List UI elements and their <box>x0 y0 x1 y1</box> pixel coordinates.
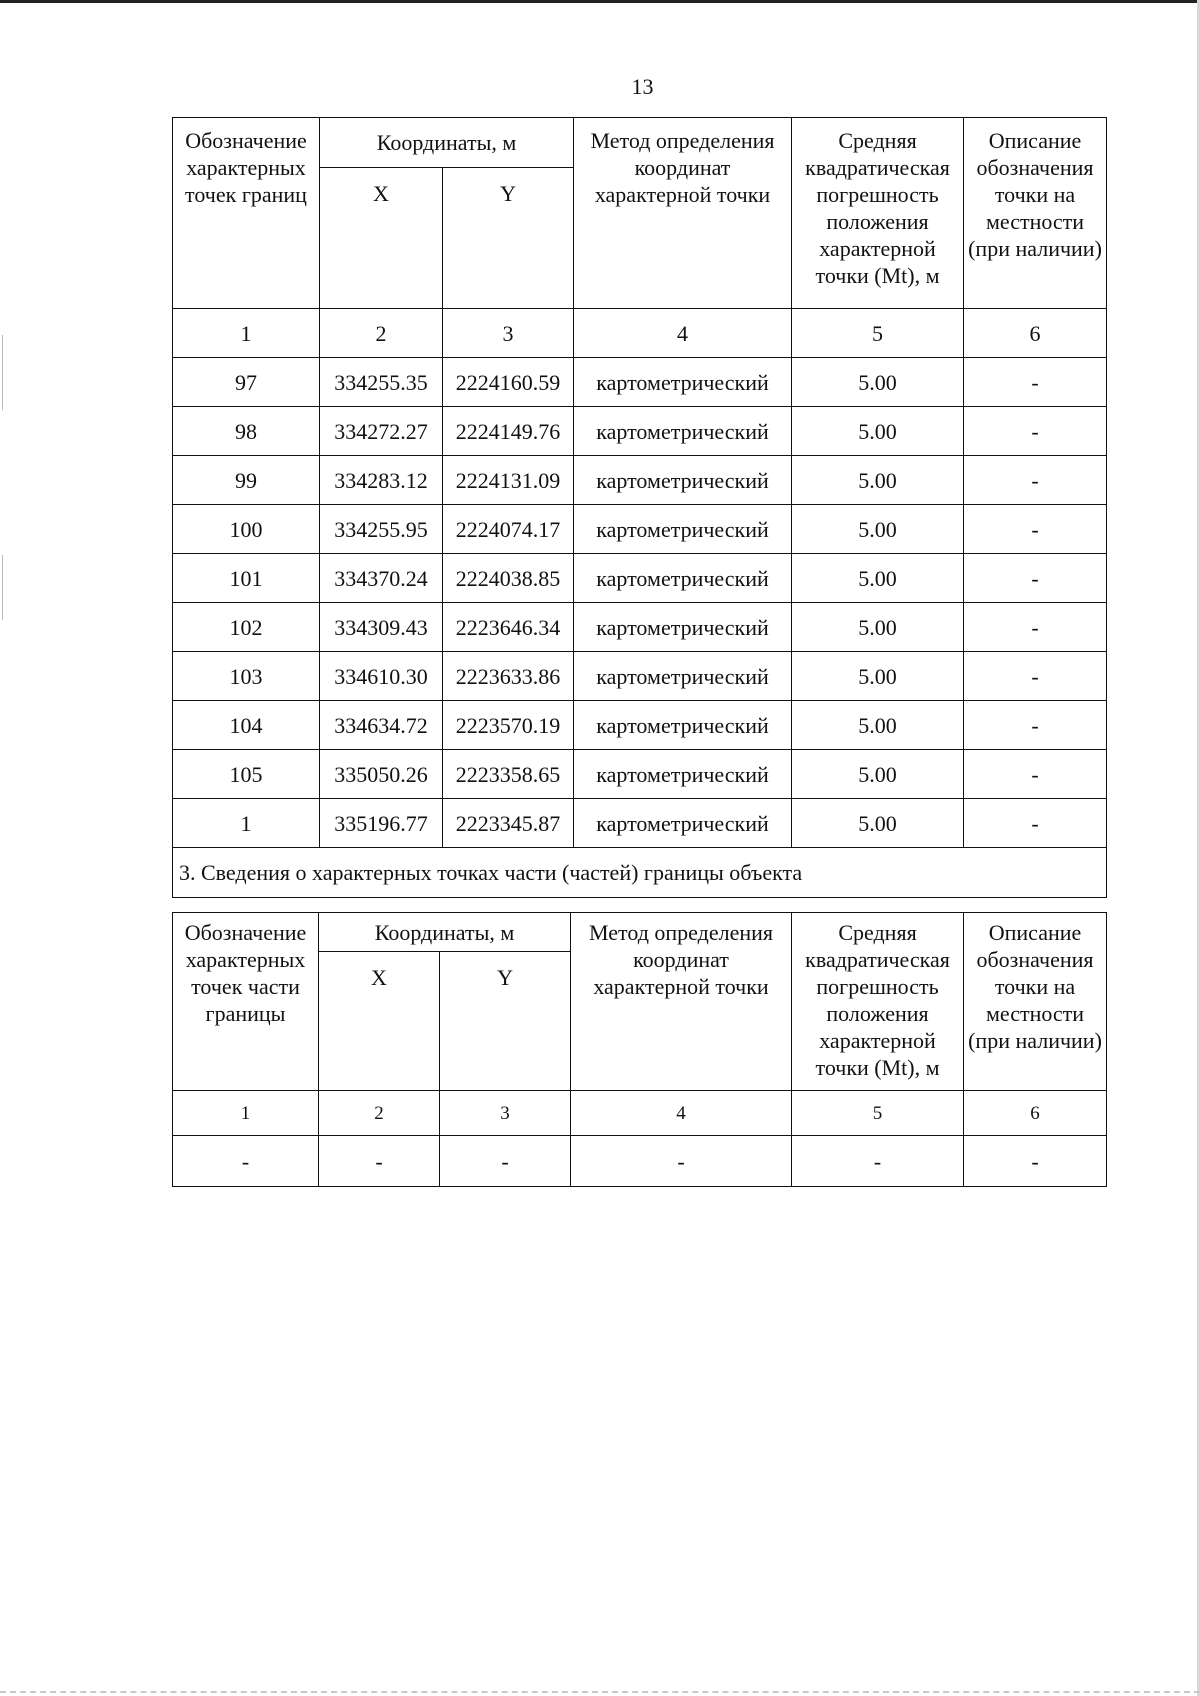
error-value: 5.00 <box>792 358 964 407</box>
column-number: 2 <box>319 1091 440 1136</box>
method: картометрический <box>574 799 792 848</box>
header-description: Описание обозначения точки на местности (при наличии) <box>964 913 1107 1091</box>
column-number-row <box>173 1091 1107 1136</box>
method: картометрический <box>574 554 792 603</box>
header-x: X <box>319 952 440 1091</box>
column-number: 1 <box>173 1091 319 1136</box>
description: - <box>964 750 1107 799</box>
description: - <box>964 701 1107 750</box>
coord-y: 2223345.87 <box>443 799 574 848</box>
error-value: 5.00 <box>792 554 964 603</box>
method: картометрический <box>574 603 792 652</box>
column-number: 6 <box>964 309 1107 358</box>
coord-x: 334255.35 <box>320 358 443 407</box>
header-x: X <box>320 168 443 309</box>
point-id: 102 <box>173 603 320 652</box>
table-row <box>173 652 1107 701</box>
coord-y: - <box>440 1136 571 1187</box>
column-number: 3 <box>443 309 574 358</box>
header-method: Метод определения координат характерной точки <box>571 913 792 1091</box>
coord-y: 2223358.65 <box>443 750 574 799</box>
table-row <box>173 701 1107 750</box>
header-description: Описание обозначения точки на местности (при наличии) <box>964 118 1107 309</box>
method: - <box>571 1136 792 1187</box>
scan-mark <box>2 555 3 620</box>
column-number: 4 <box>574 309 792 358</box>
column-number: 4 <box>571 1091 792 1136</box>
coord-y: 2223633.86 <box>443 652 574 701</box>
coord-y: 2224160.59 <box>443 358 574 407</box>
header-method: Метод определения координат характерной точки <box>574 118 792 309</box>
coord-x: 335050.26 <box>320 750 443 799</box>
method: картометрический <box>574 750 792 799</box>
column-number: 2 <box>320 309 443 358</box>
description: - <box>964 407 1107 456</box>
error-value: 5.00 <box>792 750 964 799</box>
column-number-row <box>173 309 1107 358</box>
table-row <box>173 603 1107 652</box>
point-id: 104 <box>173 701 320 750</box>
page-number: 13 <box>631 74 654 99</box>
description: - <box>964 456 1107 505</box>
error-value: - <box>792 1136 964 1187</box>
header-y: Y <box>443 168 574 309</box>
table-row <box>173 1136 1107 1187</box>
header-designation: Обозначение характерных точек границ <box>173 118 320 309</box>
error-value: 5.00 <box>792 603 964 652</box>
header-y: Y <box>440 952 571 1091</box>
coord-x: 334370.24 <box>320 554 443 603</box>
description: - <box>964 505 1107 554</box>
coord-y: 2224038.85 <box>443 554 574 603</box>
coord-y: 2224149.76 <box>443 407 574 456</box>
header-designation: Обозначение характерных точек части границы <box>173 913 319 1091</box>
scan-edge-top <box>0 0 1200 3</box>
description: - <box>964 652 1107 701</box>
section-title-row <box>173 848 1107 898</box>
table-row <box>173 456 1107 505</box>
method: картометрический <box>574 456 792 505</box>
column-number: 6 <box>964 1091 1107 1136</box>
table-row <box>173 358 1107 407</box>
point-id: 1 <box>173 799 320 848</box>
section-3-title: 3. Сведения о характерных точках части (частей) границы объекта <box>173 848 1107 898</box>
part-boundary-points-table <box>172 912 1107 1187</box>
point-id: 101 <box>173 554 320 603</box>
point-id: 100 <box>173 505 320 554</box>
column-number: 5 <box>792 1091 964 1136</box>
coord-y: 2224131.09 <box>443 456 574 505</box>
coord-x: 334634.72 <box>320 701 443 750</box>
coord-y: 2224074.17 <box>443 505 574 554</box>
error-value: 5.00 <box>792 799 964 848</box>
description: - <box>964 554 1107 603</box>
error-value: 5.00 <box>792 407 964 456</box>
method: картометрический <box>574 407 792 456</box>
method: картометрический <box>574 505 792 554</box>
point-id: 98 <box>173 407 320 456</box>
description: - <box>964 603 1107 652</box>
description: - <box>964 358 1107 407</box>
table-row <box>173 407 1107 456</box>
error-value: 5.00 <box>792 505 964 554</box>
table-row <box>173 799 1107 848</box>
coord-x: 334610.30 <box>320 652 443 701</box>
point-id: 105 <box>173 750 320 799</box>
description: - <box>964 799 1107 848</box>
header-coordinates: Координаты, м <box>319 913 571 952</box>
table-row <box>173 750 1107 799</box>
coord-x: 335196.77 <box>320 799 443 848</box>
point-id: 103 <box>173 652 320 701</box>
coord-y: 2223646.34 <box>443 603 574 652</box>
error-value: 5.00 <box>792 652 964 701</box>
error-value: 5.00 <box>792 701 964 750</box>
column-number: 5 <box>792 309 964 358</box>
header-coordinates: Координаты, м <box>320 118 574 168</box>
point-id: - <box>173 1136 319 1187</box>
table-row <box>173 554 1107 603</box>
method: картометрический <box>574 358 792 407</box>
coord-x: 334283.12 <box>320 456 443 505</box>
column-number: 3 <box>440 1091 571 1136</box>
coord-y: 2223570.19 <box>443 701 574 750</box>
point-id: 99 <box>173 456 320 505</box>
scan-edge-bottom <box>0 1691 1200 1693</box>
error-value: 5.00 <box>792 456 964 505</box>
header-error: Средняя квадратическая погрешность положения характерной точки (Mt), м <box>792 913 964 1091</box>
coord-x: 334255.95 <box>320 505 443 554</box>
column-number: 1 <box>173 309 320 358</box>
coord-x: 334272.27 <box>320 407 443 456</box>
table-row <box>173 505 1107 554</box>
boundary-points-table <box>172 117 1107 898</box>
point-id: 97 <box>173 358 320 407</box>
table-header-row <box>173 913 1107 952</box>
description: - <box>964 1136 1107 1187</box>
coord-x: 334309.43 <box>320 603 443 652</box>
coord-x: - <box>319 1136 440 1187</box>
scan-mark <box>2 335 3 410</box>
method: картометрический <box>574 701 792 750</box>
method: картометрический <box>574 652 792 701</box>
header-error: Средняя квадратическая погрешность положения характерной точки (Mt), м <box>792 118 964 309</box>
table-header-row <box>173 118 1107 168</box>
